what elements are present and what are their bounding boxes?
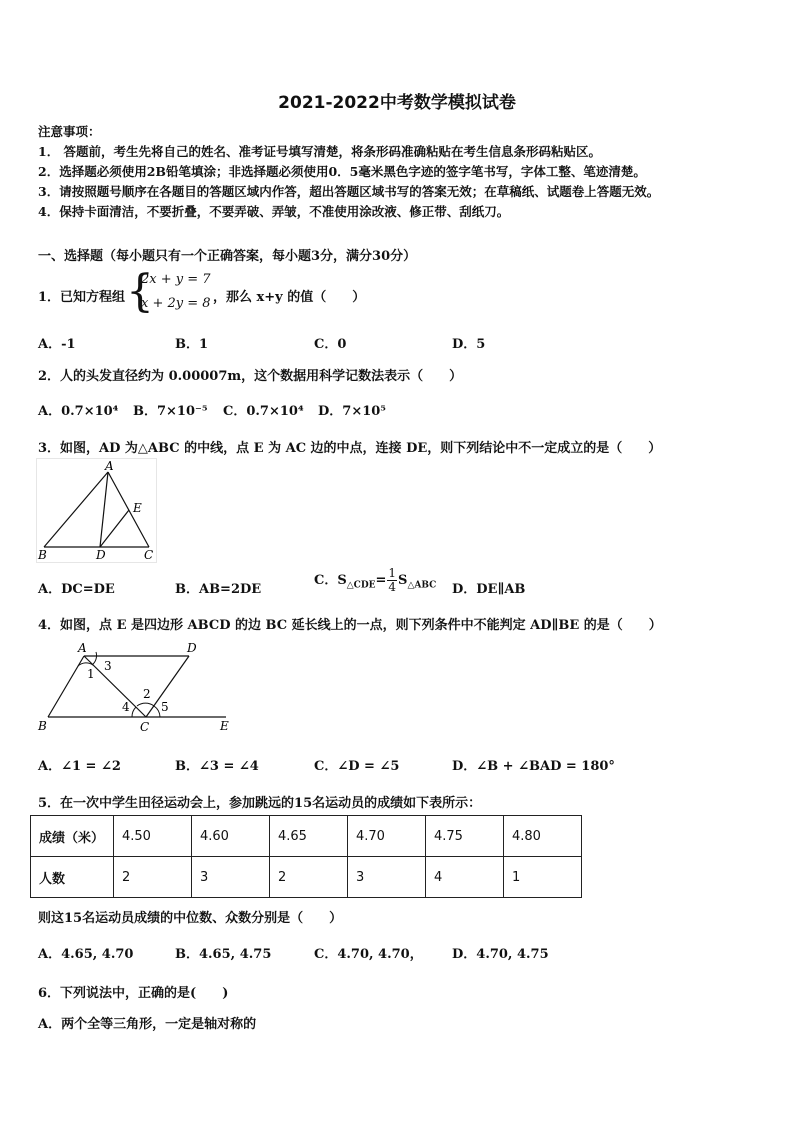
q1-suffix: ，那么 x+y 的值（ ） xyxy=(213,290,366,305)
q3-triangle-figure xyxy=(36,458,161,566)
q6-option-a: A．两个全等三角形，一定是轴对称的 xyxy=(38,1017,257,1032)
q4-option-d: D．∠B + ∠BAD = 180° xyxy=(452,759,615,774)
table-cell: 4.75 xyxy=(426,816,504,857)
q4-angle-5: 5 xyxy=(161,700,169,714)
q3-option-c-sub2: △ABC xyxy=(407,580,437,591)
q3-option-c-s2: S xyxy=(398,573,408,588)
notice-heading: 注意事项： xyxy=(38,124,101,139)
table-cell: 2 xyxy=(270,857,348,898)
q4-option-c: C．∠D = ∠5 xyxy=(314,759,400,774)
notice-item-1: 1． 答题前，考生先将自己的姓名、准考证号填写清楚，将条形码准确粘贴在考生信息条形码粘贴区。 xyxy=(38,144,602,159)
q4-label-c: C xyxy=(140,720,150,734)
q5-question: 则这15名运动员成绩的中位数、众数分别是（ ） xyxy=(38,911,343,926)
table-row xyxy=(31,816,582,857)
q3-option-c-denominator: 4 xyxy=(388,580,397,594)
q4-angle-4: 4 xyxy=(122,700,130,714)
table-cell: 1 xyxy=(504,857,582,898)
notice-item-2: 2．选择题必须使用2B铅笔填涂；非选择题必须使用0．5毫米黑色字迹的签字笔书写，字体工整、笔迹清楚。 xyxy=(38,164,646,179)
q3-option-d: D．DE∥AB xyxy=(452,582,526,597)
q3-label-a: A xyxy=(105,459,114,473)
q5-score-table xyxy=(30,815,582,898)
q1-option-c: C．0 xyxy=(314,337,347,352)
q5-stem: 5．在一次中学生田径运动会上，参加跳远的15名运动员的成绩如下表所示： xyxy=(38,796,482,811)
q4-label-a: A xyxy=(78,641,87,655)
q3-option-c-fraction xyxy=(387,567,397,594)
q4-stem: 4．如图，点 E 是四边形 ABCD 的边 BC 延长线上的一点，则下列条件中不能判定 AD∥BE 的是（ ） xyxy=(38,618,662,633)
q3-option-a: A．DC=DE xyxy=(38,582,115,597)
q1-equation-2: x + 2y = 8 xyxy=(141,296,211,311)
notice-item-4: 4．保持卡面清洁，不要折叠，不要弄破、弄皱，不准使用涂改液、修正带、刮纸刀。 xyxy=(38,204,510,219)
table-cell: 3 xyxy=(192,857,270,898)
table-cell: 4.50 xyxy=(114,816,192,857)
table-cell: 2 xyxy=(114,857,192,898)
q3-stem: 3．如图，AD 为△ABC 的中线，点 E 为 AC 边的中点，连接 DE，则下列结论中不一定成立的是（ ） xyxy=(38,441,662,456)
q4-label-e: E xyxy=(220,719,229,733)
q3-label-b: B xyxy=(38,548,47,562)
table-cell: 4 xyxy=(426,857,504,898)
q2-option-b: B．7×10⁻⁵ xyxy=(133,404,208,419)
q5-option-b: B．4.65, 4.75 xyxy=(175,947,272,962)
q3-option-c xyxy=(314,567,436,594)
q4-label-d: D xyxy=(187,641,197,655)
q5-option-c: C．4.70, 4.70， xyxy=(314,947,423,962)
q4-option-a: A．∠1 = ∠2 xyxy=(38,759,121,774)
table-cell: 3 xyxy=(348,857,426,898)
q4-option-b: B．∠3 = ∠4 xyxy=(175,759,259,774)
q1-option-a: A．-1 xyxy=(38,337,76,352)
table-row xyxy=(31,857,582,898)
table-cell: 4.60 xyxy=(192,816,270,857)
q1-option-b: B．1 xyxy=(175,337,209,352)
q2-option-c: C．0.7×10⁴ xyxy=(223,404,304,419)
table-header-score: 成绩（米） xyxy=(31,816,114,857)
q4-angle-2: 2 xyxy=(143,687,151,701)
table-header-count: 人数 xyxy=(31,857,114,898)
q2-option-a: A．0.7×10⁴ xyxy=(38,404,119,419)
q1-prefix: 1．已知方程组 xyxy=(38,290,126,305)
q3-option-c-prefix: C．S xyxy=(314,573,347,588)
q4-angle-1: 1 xyxy=(87,667,95,681)
table-cell: 4.80 xyxy=(504,816,582,857)
notice-item-3: 3．请按照题号顺序在各题目的答题区域内作答，超出答题区域书写的答案无效；在草稿纸、试题卷上答题无效。 xyxy=(38,184,660,199)
table-cell: 4.70 xyxy=(348,816,426,857)
q3-label-d: D xyxy=(96,548,106,562)
q5-option-d: D．4.70, 4.75 xyxy=(452,947,549,962)
q3-option-c-sub1: △CDE xyxy=(346,580,376,591)
q3-option-c-numerator: 1 xyxy=(388,566,397,580)
q6-stem: 6．下列说法中，正确的是( ) xyxy=(38,986,229,1001)
q3-option-c-equals: = xyxy=(375,573,387,588)
q4-angle-3: 3 xyxy=(104,659,112,673)
q2-stem: 2．人的头发直径约为 0.00007m，这个数据用科学记数法表示（ ） xyxy=(38,369,463,384)
q4-label-b: B xyxy=(38,719,47,733)
q3-option-b: B．AB=2DE xyxy=(175,582,262,597)
q3-label-e: E xyxy=(133,501,142,515)
q2-option-d: D．7×10⁵ xyxy=(318,404,386,419)
q5-option-a: A．4.65, 4.70 xyxy=(38,947,134,962)
table-cell: 4.65 xyxy=(270,816,348,857)
q3-label-c: C xyxy=(144,548,154,562)
page-title: 2021-2022中考数学模拟试卷 xyxy=(278,93,516,113)
q1-brace: { xyxy=(126,266,154,317)
q4-quadrilateral-figure xyxy=(36,640,236,738)
q1-option-d: D．5 xyxy=(452,337,486,352)
section-heading: 一、选择题（每小题只有一个正确答案，每小题3分，满分30分） xyxy=(38,249,417,264)
q1-equation-1: 2x + y = 7 xyxy=(141,272,211,287)
